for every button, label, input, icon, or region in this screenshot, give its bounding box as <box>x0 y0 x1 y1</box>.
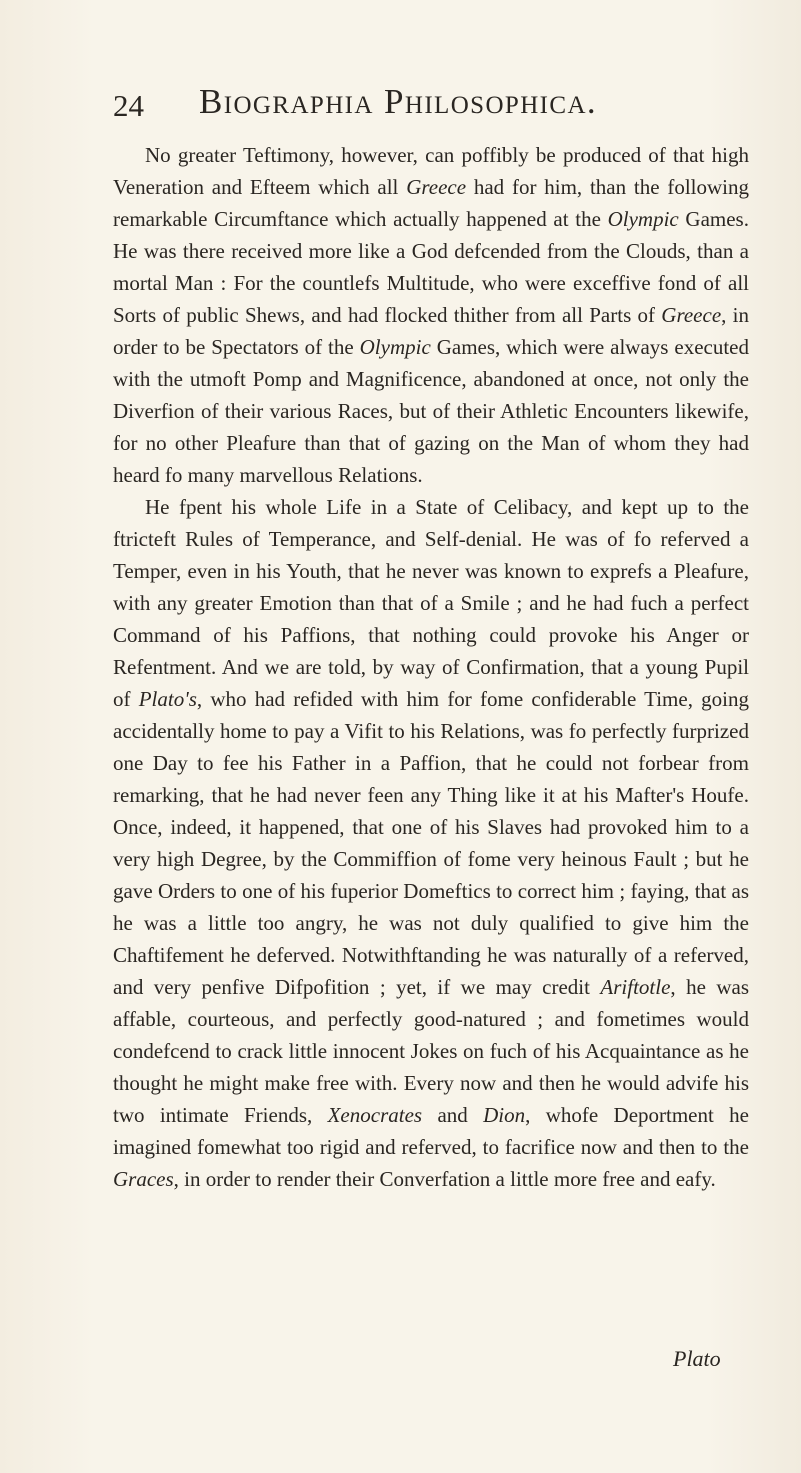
term-graces: Graces <box>113 1167 174 1191</box>
paragraph-2-text: and <box>422 1103 484 1127</box>
paragraph-2 <box>113 491 749 1195</box>
event-name-olympic: Olympic <box>607 207 679 231</box>
place-name-greece: Greece <box>406 175 467 199</box>
paragraph-2-text: , in order to render their Converfation a little more free and eafy. <box>173 1167 716 1191</box>
paragraph-2-text: , whofe Deportment he imagined fomewhat too rigid and referved, to facrifice now and then to the <box>113 1103 749 1159</box>
place-name-greece: Greece <box>661 303 722 327</box>
paragraph-2-text: He fpent his whole Life in a State of Celibacy, and kept up to the ftricteft Rules of Temperance, and Self-denial. He was of fo referved a Temper, even in his Youth, that he never was known to exprefs a Pleafure, with any greater Emotion than that of a Smile ; and he had fuch a perfect Command of his Paffions, that nothing could provoke his Anger or Refentment. And we are told, by way of Confirmation, that a young Pupil of <box>113 495 749 711</box>
paragraph-1-text: Games, which were always executed with the utmoft Pomp and Magnificence, abandoned at once, not only the Diverfion of their various Races, but of their Athletic Encounters likewife, for no other Pleafure than that of gazing on the Man of whom they had heard fo many marvellous Relations. <box>113 335 750 487</box>
person-name-dion: Dion <box>483 1103 526 1127</box>
catchword: Plato <box>673 1346 721 1371</box>
paragraph-2-text: , who had refided with him for fome confiderable Time, going accidentally home to pay a Vifit to his Relations, was fo perfectly furprized one Day to fee his Father in a Paffion, that he could not forbear from remarking, that he had never feen any Thing like it at his Mafter's Houfe. Once, indeed, it happened, that one of his Slaves had provoked him to a very high Degree, by the Commiffion of fome very heinous Fault ; but he gave Orders to one of his fuperior Domeftics to correct him ; faying, that as he was a little too angry, he was not duly qualified to give him the Chaftifement he deferved. Notwithftanding he was naturally of a referved, and very penfive Difpofition ; yet, if we may credit <box>113 687 749 999</box>
paragraph-2-text: , he was affable, courteous, and perfectly good-natured ; and fometimes would condefcend to crack little innocent Jokes on fuch of his Acquaintance as he thought he might make free with. Every now and then he would advife his two intimate Friends, <box>113 975 749 1127</box>
paragraph-1 <box>113 139 749 491</box>
paragraph-1-text: No greater Teftimony, however, can poffibly be produced of that high Veneration and Efteem which all <box>113 143 749 199</box>
paragraph-1-text: Games. He was there received more like a God defcended from the Clouds, than a mortal Man : For the countlefs Multitude, who were exceffive fond of all Sorts of public Shews, and had flocked thither from all Parts of <box>113 207 749 327</box>
paragraph-1-text: had for him, than the following remarkable Circumftance which actually happened at the <box>113 175 750 231</box>
person-name-plato: Plato's <box>138 687 197 711</box>
page-header <box>113 70 723 130</box>
person-name-aristotle: Ariftotle <box>600 975 671 999</box>
event-name-olympic: Olympic <box>359 335 431 359</box>
person-name-xenocrates: Xenocrates <box>327 1103 423 1127</box>
paragraph-1-text: , in order to be Spectators of the <box>113 303 750 359</box>
page-number: 24 <box>113 88 144 123</box>
body-text <box>113 139 749 1195</box>
running-title: Biographia Philosophica. <box>199 82 598 121</box>
